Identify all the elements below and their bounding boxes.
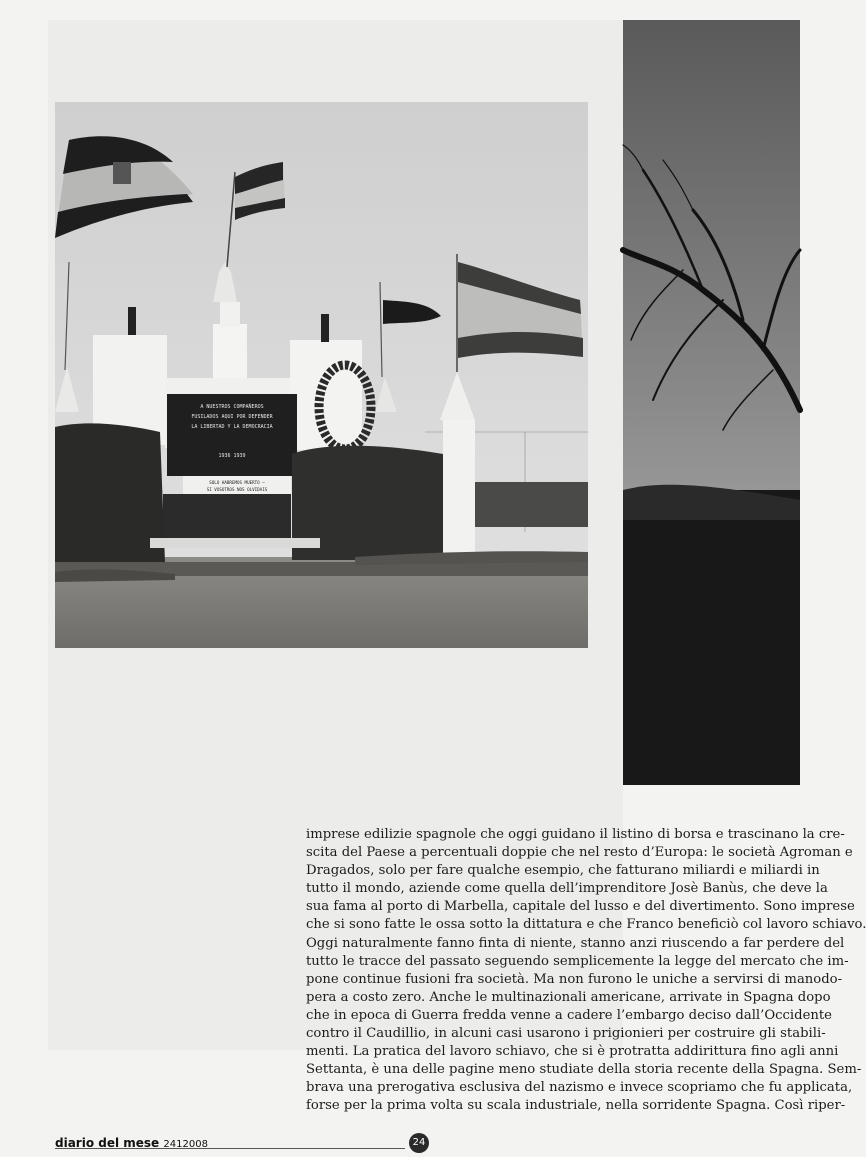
magazine-name: diario del mese bbox=[55, 1136, 160, 1150]
article-line: sua fama al porto di Marbella, capitale del lusso e del divertimento. Sono imprese bbox=[306, 899, 855, 915]
article-line: Oggi naturalmente fanno finta di niente, stanno anzi riuscendo a far perdere del bbox=[306, 935, 845, 951]
plaque-line: 1936 1939 bbox=[218, 453, 246, 459]
article-line: pone continue fusioni fra società. Ma non furono le uniche a servirsi di manodo- bbox=[306, 971, 843, 987]
memorial-photo bbox=[55, 102, 588, 648]
banner-line: SI VOSOTROS NOS OLVIDAIS bbox=[206, 487, 268, 492]
article-line: pera a costo zero. Anche le multinazionali americane, arrivate in Spagna dopo bbox=[306, 989, 831, 1005]
plaque-line: FUSILADOS AQUI POR DEFENDER bbox=[191, 414, 273, 420]
article-line: contro il Caudillio, in alcuni casi usarono i prigionieri per costruire gli stabili- bbox=[306, 1026, 826, 1042]
article-line: che si sono fatte le ossa sotto la dittatura e che Franco beneficiò col lavoro schiavo. bbox=[306, 917, 866, 933]
banner-line: SOLO HABREMOS MUERTO — bbox=[209, 480, 265, 485]
article-body bbox=[306, 826, 866, 1116]
article-line: menti. La pratica del lavoro schiavo, che si è protratta addirittura fino agli anni bbox=[306, 1044, 839, 1060]
article-line: Dragados, solo per fare qualche esempio, che fatturano miliardi e miliardi in bbox=[306, 863, 820, 879]
article-line: tutto le tracce del passato seguendo semplicemente la legge del mercato che im- bbox=[306, 953, 849, 969]
issue-number: 2412008 bbox=[163, 1139, 208, 1150]
magazine-title bbox=[55, 1137, 208, 1151]
tree-photo bbox=[623, 20, 800, 785]
plaque-line: A NUESTROS COMPAÑEROS bbox=[200, 404, 264, 410]
gate-pillar bbox=[443, 420, 475, 556]
article-line: Settanta, è una delle pagine meno studiate della storia recente della Spagna. Sem- bbox=[306, 1062, 862, 1078]
article-line: forse per la prima volta su scala industriale, nella sorridente Spagna. Così riper- bbox=[306, 1098, 846, 1114]
page-number: 24 bbox=[409, 1133, 429, 1153]
article-line: imprese edilizie spagnole che oggi guidano il listino di borsa e trascinano la cre- bbox=[306, 827, 845, 842]
article-line: brava una prerogativa esclusiva del nazismo e invece scopriamo che fu applicata, bbox=[306, 1080, 853, 1096]
hedge-left bbox=[55, 423, 165, 562]
article-line: tutto il mondo, aziende come quella dell’imprenditore Josè Banùs, che deve la bbox=[306, 881, 828, 897]
article-line: che in epoca di Guerra fredda venne a cadere l’embargo deciso dall’Occidente bbox=[306, 1007, 832, 1023]
plaque-line: LA LIBERTAD Y LA DEMOCRACIA bbox=[191, 424, 273, 430]
article-line: scita del Paese a percentuali doppie che nel resto d’Europa: le società Agroman e bbox=[306, 845, 853, 861]
